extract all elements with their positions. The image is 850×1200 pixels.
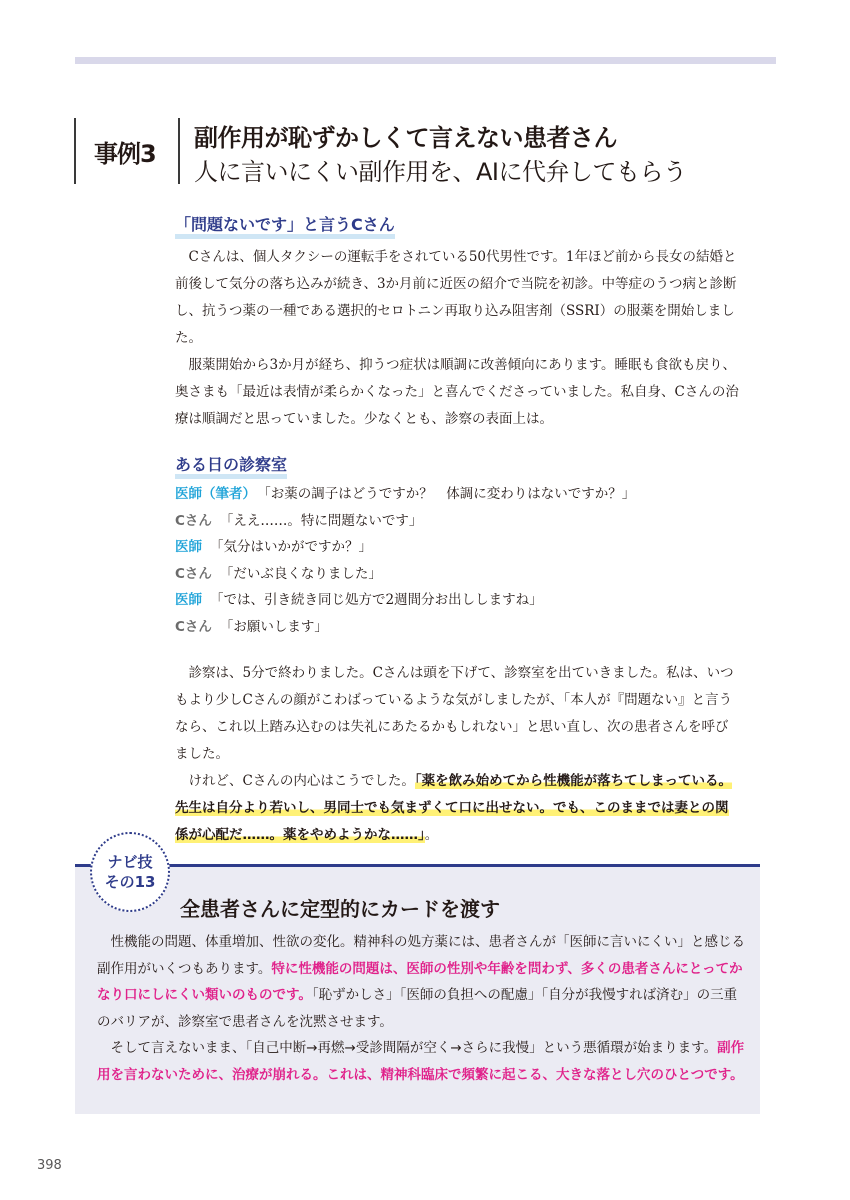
nav-tip-badge-line1: ナビ技: [107, 853, 153, 871]
nav-text: そして言えないまま、「自己中断→再燃→受診間隔が空く→さらに我慢」という悪循環が始まります。: [110, 1040, 718, 1056]
nav-tip-badge-line2: その13: [104, 873, 156, 891]
dialogue-text: 「気分はいかがですか？」: [210, 539, 372, 555]
section1-body: [175, 244, 740, 433]
dialogue-line: [175, 481, 745, 508]
section-heading-2: [175, 452, 287, 475]
section-heading-1: [175, 212, 395, 235]
dialogue-text: 「お薬の調子はどうですか？ 体調に変わりはないですか？」: [264, 486, 636, 502]
dialogue: [175, 481, 745, 640]
case-left-bar: [74, 118, 76, 184]
speaker-label: Cさん: [175, 512, 212, 529]
paragraph: [175, 768, 740, 849]
section2-body: [175, 660, 740, 849]
paragraph-end: 。: [424, 827, 439, 843]
highlighted-inner-voice: 「薬を飲み始めてから性機能が落ちてしまっている。先生は自分より若いし、男同士でも気まずくて口に出せない。でも、このままでは妻との関係が心配だ……。薬をやめようかな……」: [175, 773, 732, 843]
paragraph-lead: けれど、Cさんの内心はこうでした。: [188, 773, 415, 789]
section-heading-1-text: 「問題ないです」と言うCさん: [175, 215, 395, 234]
section-heading-2-text: ある日の診察室: [175, 455, 288, 474]
nav-tip-top-line: [75, 864, 760, 867]
dialogue-line: [175, 561, 745, 588]
dialogue-text: 「ええ……。特に問題ないです」: [219, 512, 423, 529]
dialogue-text: 「では、引き続き同じ処方で2週間分お出ししますね」: [210, 592, 543, 608]
speaker-label: Cさん: [175, 618, 212, 635]
dialogue-text: 「だいぶ良くなりました」: [219, 565, 382, 582]
nav-tip-title: 全患者さんに定型的にカードを渡す: [180, 897, 500, 921]
dialogue-text: 「お願いします」: [219, 618, 328, 635]
dialogue-line: [175, 534, 745, 561]
nav-text: 性機能の問題、体重増加、性欲の変化。精神科の処方薬には、患者さんが「医師に言いにくい」と感じる副作用がいくつもあります。: [97, 934, 745, 977]
case-label: 事例3: [94, 140, 156, 168]
top-rule: [75, 57, 776, 64]
dialogue-line: [175, 614, 745, 641]
case-divider: [178, 118, 180, 184]
nav-tip-badge: [90, 832, 170, 912]
paragraph: 診察は、5分で終わりました。Cさんは頭を下げて、診察室を出ていきました。私は、いつもより少しCさんの顔がこわばっているような気がしましたが、「本人が『問題ない』と言うなら、これ以上踏み込むのは失礼にあたるかもしれない」と思い直し、次の患者さんを呼びました。: [175, 665, 734, 762]
speaker-label: 医師: [175, 539, 202, 555]
speaker-label: 医師（筆者）: [175, 486, 256, 502]
dialogue-line: [175, 587, 745, 614]
nav-tip-body: [97, 929, 747, 1088]
paragraph: Cさんは、個人タクシーの運転手をされている50代男性です。1年ほど前から長女の結婚と前後して気分の落ち込みが続き、3か月前に近医の紹介で当院を初診。中等症のうつ病と診断し、抗うつ薬の一種である選択的セロトニン再取り込み阻害剤（SSRI）の服薬を開始しました。: [175, 249, 737, 346]
speaker-label: Cさん: [175, 565, 212, 582]
page-number: 398: [37, 1158, 62, 1173]
nav-emphasis: これは、精神科臨床で頻繁に起こる、大きな落とし穴のひとつです。: [326, 1066, 744, 1083]
nav-paragraph: [97, 1035, 747, 1088]
nav-paragraph: [97, 929, 747, 1035]
nav-emphasis: 特に性機能の問題は、医師の性別や年齢を問わず、多くの患者さんにとってかなり口にしにくい類いのものです。: [97, 960, 743, 1003]
nav-emphasis: 副作用を言わないために、治療が崩れる。: [97, 1040, 745, 1083]
heading-underline: [175, 474, 287, 479]
nav-text: 「恥ずかしさ」「医師の負担への配慮」「自分が我慢すれば済む」の三重のバリアが、診察室で患者さんを沈黙させます。: [97, 987, 738, 1030]
heading-underline: [175, 234, 395, 239]
speaker-label: 医師: [175, 592, 202, 608]
dialogue-line: [175, 508, 745, 535]
paragraph: 服薬開始から3か月が経ち、抑うつ症状は順調に改善傾向にあります。睡眠も食欲も戻り、奥さまも「最近は表情が柔らかくなった」と喜んでくださっていました。私自身、Cさんの治療は順調だと思っていました。少なくとも、診察の表面上は。: [175, 357, 739, 427]
page-title: 副作用が恥ずかしくて言えない患者さん: [194, 124, 617, 152]
page-subtitle: 人に言いにくい副作用を、AIに代弁してもらう: [194, 158, 687, 186]
